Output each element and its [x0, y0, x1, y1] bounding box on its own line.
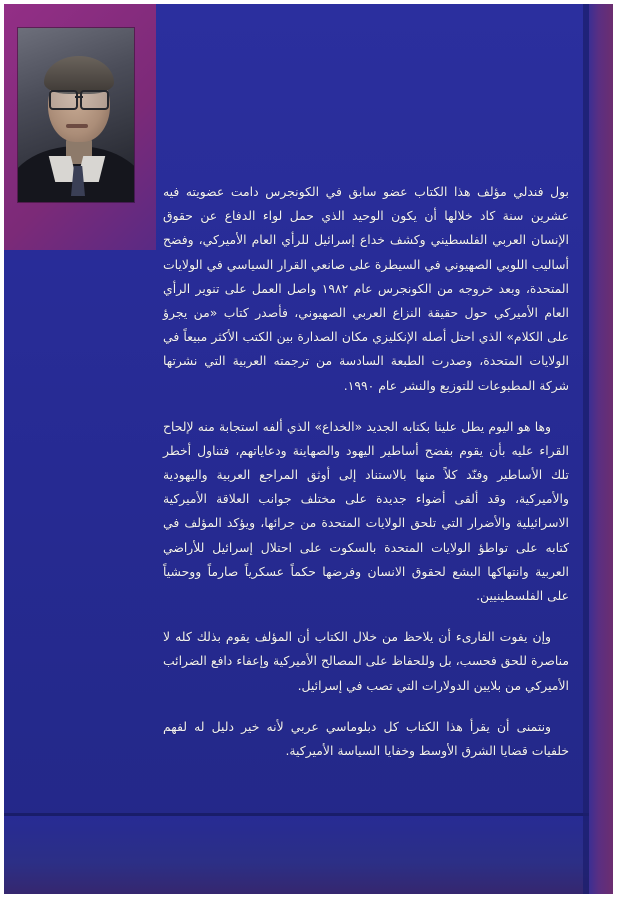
author-portrait-photo [18, 28, 134, 202]
book-cover [4, 4, 613, 894]
portrait-mouth [66, 124, 88, 128]
blurb-paragraph-1: بول فندلي مؤلف هذا الكتاب عضو سابق في الكونجرس دامت عضويته فيه عشرين سنة كاد خلالها أن يكون الوحيد الذي حمل لواء الدفاع عن حقوق الإنسان العربي الفلسطيني وكشف خداع إسرائيل للرأي العام الأميركي، وفضح أساليب اللوبي الصهيوني في السيطرة على صانعي القرار السياسي في الولايات المتحدة، وبعد خروجه من الكونجرس عام ١٩٨٢ واصل العمل على تنوير الرأي العام الأميركي حول حقيقة النزاع العربي الصهيوني، فأصدر كتاب «من يجرؤ على الكلام» الذي احتل أصله الإنكليزي مكان الصدارة بين الكتب الأكثر مبيعاً في الولايات المتحدة، وصدرت الطبعة السادسة من ترجمته العربية التي نشرتها شركة المطبوعات للتوزيع والنشر عام ١٩٩٠. [163, 184, 569, 393]
back-cover-blurb [163, 180, 569, 763]
portrait-glasses-bridge [75, 96, 83, 98]
blurb-paragraph-2: وها هو اليوم يطل علينا بكتابه الجديد «الخداع» الذي ألفه استجابة منه لإلحاح القراء عليه بأن يقوم بفضح أساطير اليهود والصهاينة ودعاياتهم، فتناول أخطر تلك الأساطير وفنّد كلاً منها بالاستناد إلى أوثق المراجع العربية واليهودية والأميركية، وقد ألقى أضواء جديدة على مختلف جوانب العلاقة الأميركية الاسرائيلية والأضرار التي تلحق الولايات المتحدة من جرائها، ويؤكد المؤلف في كتابه على تواطؤ الولايات المتحدة بالسكوت على احتلال إسرائيل للأراضي العربية وانتهاكها البشع لحقوق الانسان وفرضها حكماً عسكرياً صارماً ووحشياً على الفلسطينيين. [163, 418, 569, 603]
blurb-paragraph-4: ونتمنى أن يقرأ هذا الكتاب كل دبلوماسي عربي لأنه خير دليل له لفهم خلفيات قضايا الشرق الأوسط وخفايا السياسة الأميركية. [163, 718, 569, 758]
portrait-glasses-icon [48, 90, 110, 107]
portrait-glasses-lens-right [80, 90, 109, 110]
bottom-color-band [4, 816, 613, 894]
portrait-glasses-lens-left [49, 90, 78, 110]
book-spine-stripe [589, 4, 613, 894]
blurb-paragraph-3: وإن يفوت القارىء أن يلاحظ من خلال الكتاب أن المؤلف يقوم بذلك كله لا مناصرة للحق فحسب، بل وللحفاظ على المصالح الأميركية وإعفاء دافع الضرائب الأميركي من بلايين الدولارات التي تصب في إسرائيل. [163, 629, 569, 693]
